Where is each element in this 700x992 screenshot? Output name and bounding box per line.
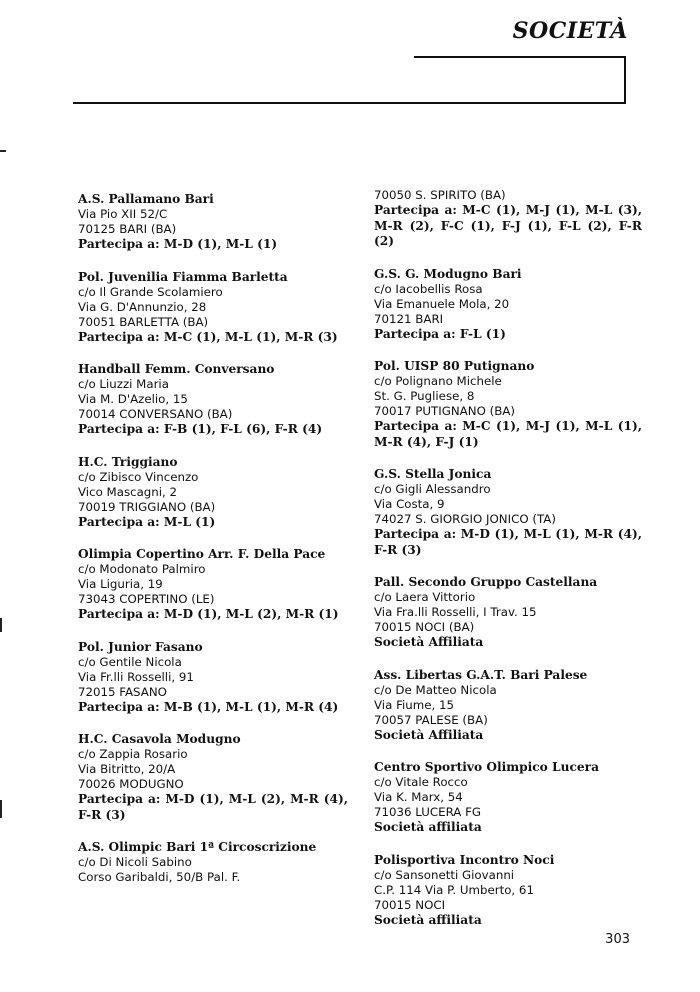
right-column [374, 188, 642, 945]
address-line: c/o Gigli Alessandro [374, 482, 491, 496]
address-line: 70019 TRIGGIANO (BA) [78, 499, 216, 514]
club-entry [78, 270, 348, 346]
scan-margin-mark [0, 800, 2, 818]
club-entry [78, 362, 348, 438]
club-name: Pol. Juvenilia Fiamma Barletta [78, 269, 288, 284]
address-line: Via Fr.lli Rosselli, 91 [78, 669, 194, 684]
address-line: 70125 BARI (BA) [78, 222, 177, 236]
page-number: 303 [605, 932, 630, 947]
address-line: 71036 LUCERA FG [374, 805, 482, 819]
address-line: Via G. D'Annunzio, 28 [78, 299, 207, 314]
participation-line: Partecipa a: M-B (1), M-L (1), M-R (4) [78, 699, 339, 714]
club-entry [78, 547, 348, 623]
address-line: c/o Vitale Rocco [374, 775, 468, 789]
address-line: 74027 S. GIORGIO JONICO (TA) [374, 512, 556, 526]
participation-line: Partecipa a: M-L (1) [78, 514, 216, 529]
address-line: Via Costa, 9 [374, 497, 445, 511]
club-name: Olimpia Copertino Arr. F. Della Pace [78, 547, 326, 561]
address-line: C.P. 114 Via P. Umberto, 61 [374, 882, 534, 897]
club-entry [78, 192, 348, 253]
participation-line: Società Affiliata [374, 727, 484, 742]
address-line: Via Bitritto, 20/A [78, 762, 176, 776]
address-line: c/o Liuzzi Maria [78, 377, 169, 391]
club-entry [78, 455, 348, 531]
scan-margin-mark [0, 150, 6, 152]
club-name: A.S. Olimpic Bari 1ª Circoscrizione [78, 840, 317, 854]
participation-line: Partecipa a: M-D (1), M-L (2), M-R (1) [78, 607, 339, 621]
participation-line: Partecipa a: M-C (1), M-L (1), M-R (3) [78, 329, 338, 344]
participation-line: Partecipa a: M-C (1), M-J (1), M-L (3), M-R (2), F-C (1), F-J (1), F-L (2), F-R (2) [374, 203, 642, 248]
address-line: c/o Iacobellis Rosa [374, 281, 483, 296]
page-title: SOCIETÀ [512, 18, 628, 44]
address-line: 70050 S. SPIRITO (BA) [374, 188, 506, 202]
address-line: Via Emanuele Mola, 20 [374, 296, 510, 311]
club-name: Polisportiva Incontro Noci [374, 852, 555, 867]
address-line: c/o De Matteo Nicola [374, 682, 497, 697]
participation-line: Società Affiliata [374, 635, 484, 649]
address-line: Via Fiume, 15 [374, 697, 455, 712]
address-line: 70015 NOCI (BA) [374, 620, 475, 634]
club-entry [374, 853, 642, 929]
club-entry [374, 359, 642, 450]
header-divider [73, 102, 626, 104]
address-line: 72015 FASANO [78, 684, 167, 699]
club-entry [78, 732, 348, 823]
participation-line: Partecipa a: F-L (1) [374, 326, 506, 341]
club-name: Pall. Secondo Gruppo Castellana [374, 575, 598, 589]
address-line: c/o Di Nicoli Sabino [78, 855, 192, 869]
club-entry [374, 267, 642, 343]
club-entry [374, 668, 642, 744]
club-name: G.S. Stella Jonica [374, 467, 492, 481]
club-name: Ass. Libertas G.A.T. Bari Palese [374, 667, 588, 682]
club-entry [374, 575, 642, 651]
club-entry [78, 840, 348, 885]
address-line: c/o Polignano Michele [374, 374, 502, 388]
address-line: 70026 MODUGNO [78, 777, 184, 791]
participation-line: Partecipa a: M-D (1), M-L (2), M-R (4), F-R (3) [78, 792, 348, 822]
address-line: Vico Mascagni, 2 [78, 484, 178, 499]
address-line: Via Fra.lli Rosselli, I Trav. 15 [374, 605, 537, 619]
club-name: Centro Sportivo Olimpico Lucera [374, 760, 599, 774]
club-name: G.S. G. Modugno Bari [374, 266, 522, 281]
address-line: Via K. Marx, 54 [374, 790, 463, 804]
club-entry [374, 760, 642, 836]
address-line: c/o Gentile Nicola [78, 654, 182, 669]
club-name: H.C. Triggiano [78, 454, 178, 469]
address-line: Via M. D'Azelio, 15 [78, 392, 188, 406]
address-line: Via Pio XII 52/C [78, 207, 168, 221]
club-entry [374, 467, 642, 558]
address-line: 70017 PUTIGNANO (BA) [374, 404, 515, 418]
participation-line: Partecipa a: F-B (1), F-L (6), F-R (4) [78, 422, 323, 436]
club-name: A.S. Pallamano Bari [78, 192, 214, 206]
address-line: Via Liguria, 19 [78, 577, 163, 591]
club-entry [374, 188, 642, 250]
address-line: St. G. Pugliese, 8 [374, 389, 475, 403]
participation-line: Partecipa a: M-D (1), M-L (1) [78, 237, 278, 251]
address-line: 70057 PALESE (BA) [374, 712, 488, 727]
address-line: c/o Laera Vittorio [374, 590, 476, 604]
participation-line: Società affiliata [374, 912, 482, 927]
address-line: Corso Garibaldi, 50/B Pal. F. [78, 870, 241, 884]
address-line: c/o Zappia Rosario [78, 747, 188, 761]
address-line: 70121 BARI [374, 311, 444, 326]
club-name: Pol. Junior Fasano [78, 639, 203, 654]
participation-line: Partecipa a: M-C (1), M-J (1), M-L (1), M-R (4), F-J (1) [374, 419, 642, 449]
club-entry [78, 640, 348, 716]
address-line: c/o Il Grande Scolamiero [78, 284, 223, 299]
address-line: c/o Zibisco Vincenzo [78, 469, 199, 484]
participation-line: Società affiliata [374, 820, 482, 834]
club-name: Handball Femm. Conversano [78, 362, 275, 376]
club-name: Pol. UISP 80 Putignano [374, 359, 535, 373]
address-line: c/o Sansonetti Giovanni [374, 867, 515, 882]
address-line: 70015 NOCI [374, 897, 446, 912]
address-line: 73043 COPERTINO (LE) [78, 592, 215, 606]
left-column [78, 192, 348, 902]
scan-margin-mark [0, 618, 2, 632]
club-name: H.C. Casavola Modugno [78, 732, 241, 746]
address-line: c/o Modonato Palmiro [78, 562, 206, 576]
address-line: 70051 BARLETTA (BA) [78, 314, 209, 329]
participation-line: Partecipa a: M-D (1), M-L (1), M-R (4), F-R (3) [374, 527, 642, 557]
header-frame [414, 56, 626, 104]
address-line: 70014 CONVERSANO (BA) [78, 407, 233, 421]
